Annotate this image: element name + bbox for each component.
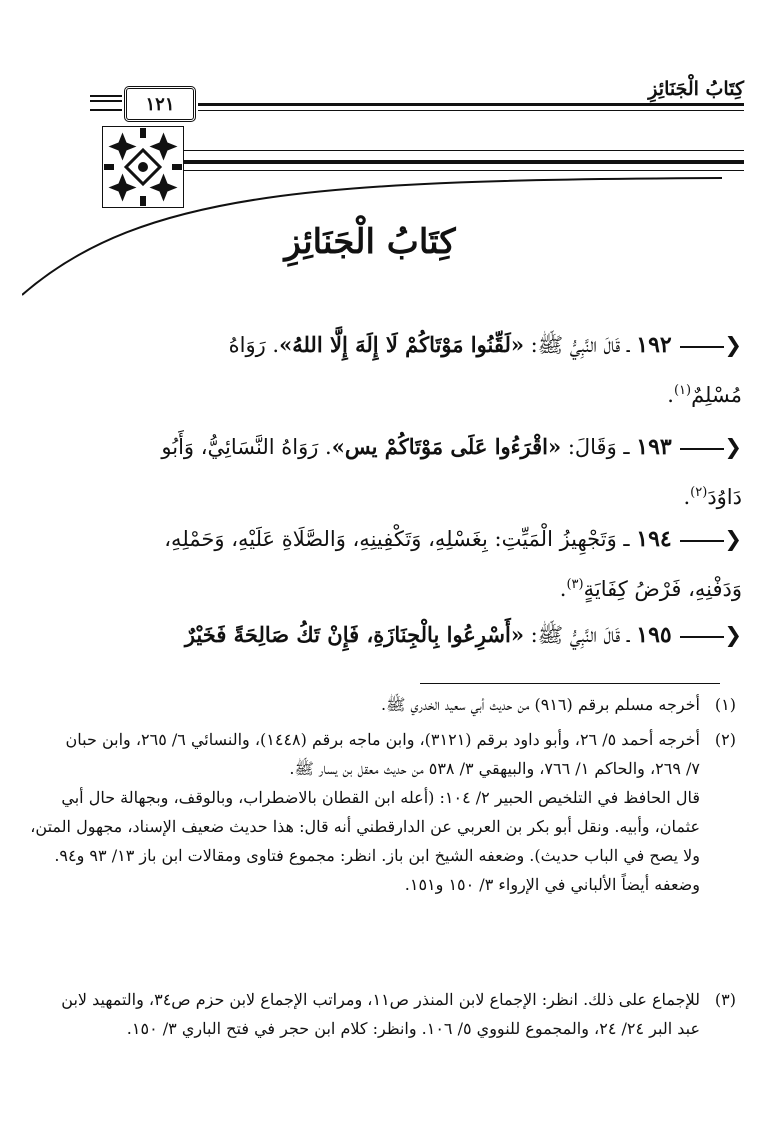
hadith-number: ١٩٤	[636, 526, 672, 552]
hadith-193	[20, 424, 742, 520]
hadith-number: ١٩٥	[636, 622, 672, 648]
footnote-2	[26, 725, 736, 899]
footnote-text: أخرجه أحمد ٥/ ٢٦، وأبو داود برقم (٣١٢١)، وابن ماجه برقم (١٤٤٨)، والنسائي ٦/ ٢٦٥، وابن حبان ٧/ ٢٦٩، والحاكم ١/ ٧٦٦، والبيهقي ٣/ ٥٣٨ من حديث معقل بن يسار ﷺ.	[65, 730, 700, 778]
hadith-end: .	[667, 383, 674, 407]
hadith-end: .	[559, 577, 567, 601]
hadith-source: مُسْلِمٌ	[691, 383, 742, 407]
hadith-line	[20, 612, 742, 658]
hadith-line-2	[20, 562, 742, 612]
hadith-text: ـ قَالَ النَّبِيُّ ﷺ:	[523, 623, 630, 647]
hadith-text-post: . رَوَاهُ النَّسَائِيُّ، وَأَبُو	[161, 435, 332, 459]
footnote-ref[interactable]: (١)	[673, 383, 692, 398]
footnote-1	[26, 690, 736, 719]
hadith-quote: «اقْرَءُوا عَلَى مَوْتَاكُمْ يس»	[331, 434, 562, 459]
hadith-end: .	[683, 485, 691, 509]
hadith-quote: «لَقِّنُوا مَوْتَاكُمْ لَا إِلَهَ إِلَّا اللهُ»	[279, 332, 524, 357]
running-title: كِتَابُ الْجَنَائِزِ	[648, 78, 744, 100]
dash-lead	[680, 636, 724, 638]
hadith-text: ـ وَتَجْهِيزُ الْمَيِّتِ: بِغَسْلِهِ، وَتَكْفِينِهِ، وَالصَّلَاةِ عَلَيْهِ، وَحَمْلِهِ،	[164, 527, 630, 551]
hadith-text: ـ قَالَ النَّبِيُّ ﷺ:	[523, 333, 630, 357]
header-rule-thin	[198, 110, 744, 111]
header-rule	[198, 103, 744, 106]
hadith-text: ـ وَقَالَ:	[561, 435, 630, 459]
hadith-192	[20, 322, 742, 418]
footnote-text: للإجماع على ذلك. انظر: الإجماع لابن المنذر ص١١، ومراتب الإجماع لابن حزم ص٣٤، والتمهيد لابن عبد البر ٢٤/ ٢٤، والمجموع للنووي ٥/ ١٠٦. وانظر: كلام ابن حجر في فتح الباري ٣/ ١٥٠.	[61, 990, 700, 1038]
footnote-number: (٢)	[714, 730, 736, 749]
hadith-quote: «أَسْرِعُوا بِالْجِنَازَةِ، فَإِنْ تَكُ صَالِحَةً فَخَيْرٌ	[184, 622, 524, 647]
hadith-marker-icon: ❮	[724, 435, 742, 459]
footnote-text-continued: قال الحافظ في التلخيص الحبير ٢/ ١٠٤: (أعله ابن القطان بالاضطراب، وبالوقف، وبجهالة حال أبي عثمان، وأبيه. ونقل أبو بكر بن العربي عن الدارقطني أنه قال: هذا حديث ضعيف الإسناد، مجهول المتن، ولا يصح في الباب حديث). وضعفه الشيخ ابن باز. انظر: مجموع فتاوى ومقالات ابن باز ١٣/ ٩٣ و٩٤. وضعفه أيضاً الألباني في الإرواء ٣/ ١٥٠ و١٥١.	[30, 788, 700, 894]
hadith-line	[20, 516, 742, 562]
hadith-marker-icon: ❮	[724, 623, 742, 647]
footnote-ref[interactable]: (٢)	[690, 485, 708, 500]
footnote-ref[interactable]: (٣)	[566, 577, 584, 592]
dash-lead	[680, 346, 724, 348]
footnote-text: أخرجه مسلم برقم (٩١٦) من حديث أبي سعيد الخدري ﷺ.	[381, 695, 700, 714]
footnote-number: (١)	[714, 695, 736, 714]
hadith-source: وَدَفْنِهِ، فَرْضُ كِفَايَةٍ	[583, 577, 742, 601]
dash-lead	[680, 540, 724, 542]
footnote-3	[26, 985, 736, 1043]
hadith-line-2	[20, 470, 742, 520]
hadith-line	[20, 322, 742, 368]
hadith-source: دَاوُدَ	[707, 485, 742, 509]
hadith-195	[20, 612, 742, 658]
footnote-number: (٣)	[714, 990, 736, 1009]
footnote-separator	[420, 683, 720, 684]
chapter-title: كِتَابُ الْجَنَائِزِ	[284, 222, 456, 262]
hadith-line	[20, 424, 742, 470]
dash-lead	[680, 448, 724, 450]
hadith-line-2	[20, 368, 742, 418]
hadith-text-post: . رَوَاهُ	[228, 333, 280, 357]
hadith-number: ١٩٢	[636, 332, 672, 358]
hadith-marker-icon: ❮	[724, 333, 742, 357]
page-number-text: ١٢١	[145, 93, 175, 115]
page-number-rules	[90, 95, 122, 111]
hadith-194	[20, 516, 742, 612]
hadith-marker-icon: ❮	[724, 527, 742, 551]
page-number	[124, 86, 196, 122]
hadith-number: ١٩٣	[636, 434, 672, 460]
